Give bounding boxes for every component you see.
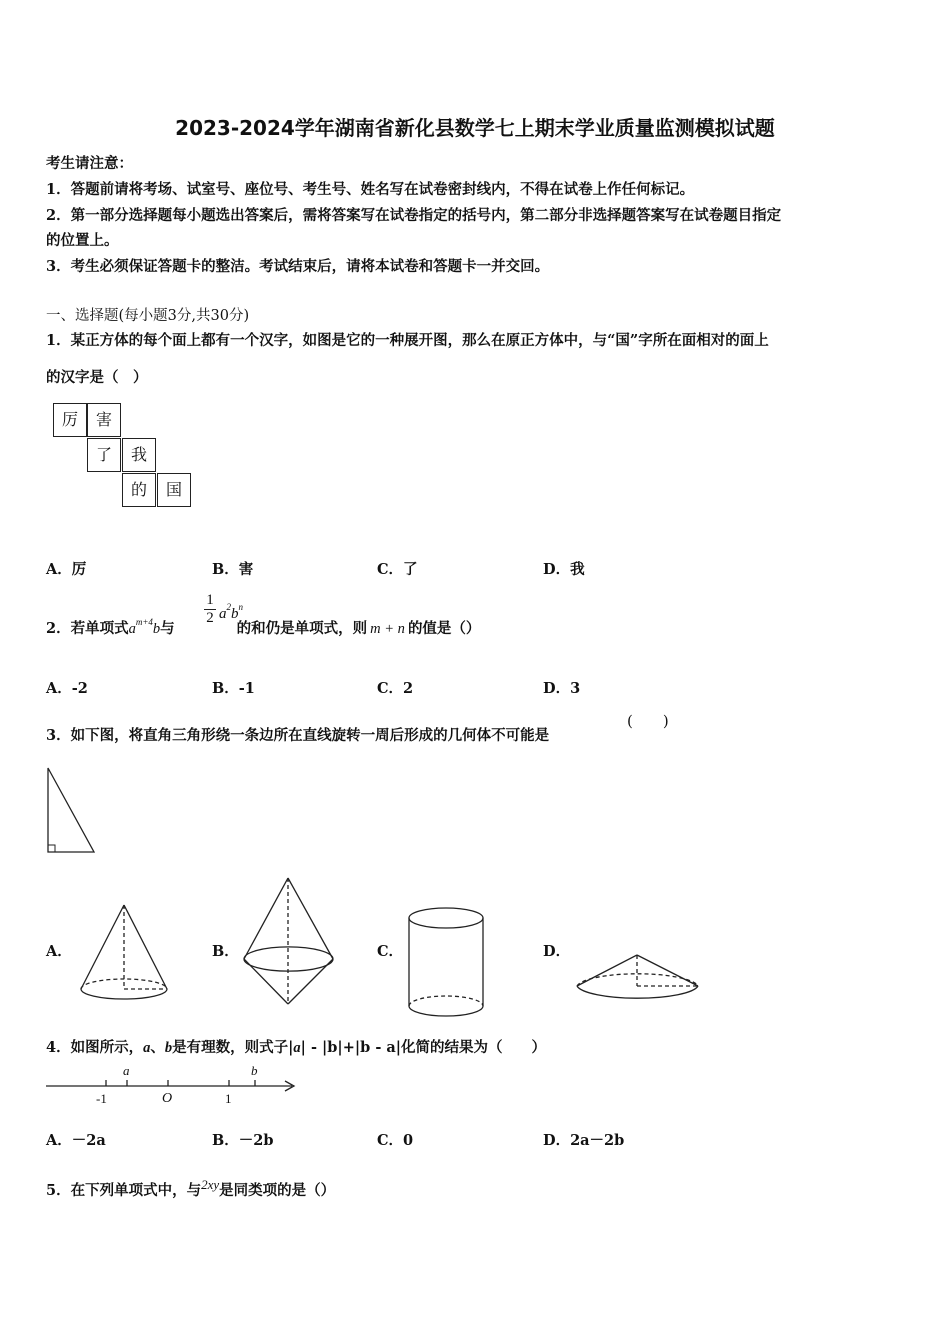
q2-term2-b-exp: n: [238, 602, 243, 612]
q2-option-b[interactable]: B．-1: [212, 680, 255, 697]
label-one: 1: [225, 1091, 232, 1106]
q4-mid: 是有理数，则式子|: [172, 1039, 294, 1056]
q4-prefix: 4．如图所示，: [46, 1039, 144, 1056]
q1-text-cont: 的汉字是（ ）: [46, 369, 148, 386]
q3-text: 3．如下图，将直角三角形绕一条边所在直线旋转一周后形成的几何体不可能是: [46, 727, 550, 744]
label-b: b: [251, 1063, 258, 1078]
net-cell: 国: [157, 473, 191, 507]
q2-expr: m + n: [370, 621, 405, 637]
q1-option-b[interactable]: B．害: [212, 561, 254, 578]
q2-option-d[interactable]: D．3: [543, 680, 581, 697]
q2-frac-num: 1: [206, 592, 214, 608]
q5-suffix: 是同类项的是（）: [219, 1182, 336, 1199]
q4-option-a[interactable]: A．－2a: [46, 1132, 106, 1149]
q2-term2-a-exp: 2: [226, 602, 231, 612]
net-cell: 的: [122, 473, 156, 507]
q4-option-c[interactable]: C．0: [377, 1132, 414, 1149]
q4-var-a-abs: a: [293, 1040, 301, 1056]
q2-suffix1: 的和仍是单项式，则: [236, 620, 368, 637]
q5-text: [46, 1177, 335, 1200]
q3-option-a[interactable]: A．: [46, 943, 72, 960]
net-cell: 害: [87, 403, 121, 437]
q2-term1-base: a: [128, 621, 136, 637]
q4-expr-rest: | - |b|+|b - a|化简的结果为（ ）: [300, 1039, 547, 1056]
q4-sep: 、: [150, 1039, 165, 1056]
q4-option-b[interactable]: B．－2b: [212, 1132, 274, 1149]
q2-suffix2: 的值是（）: [407, 620, 481, 637]
q2-mid: 与: [160, 620, 175, 637]
net-cell: 我: [122, 438, 156, 472]
q5-prefix: 5．在下列单项式中，与: [46, 1182, 202, 1199]
notice-item-2-cont: 的位置上。: [46, 232, 119, 249]
q3-option-d[interactable]: D．: [543, 943, 571, 960]
label-neg1: -1: [96, 1091, 107, 1106]
q2-term1-b: b: [152, 621, 161, 637]
notice-item-1: 1．答题前请将考场、试室号、座位号、考生号、姓名写在试卷密封线内，不得在试卷上作任何标记。: [46, 181, 695, 198]
q3-option-b[interactable]: B．: [212, 943, 239, 960]
q4-var-b: b: [164, 1040, 173, 1056]
q4-option-d[interactable]: D．2a－2b: [543, 1132, 625, 1149]
q2-prefix: 2．若单项式: [46, 620, 129, 637]
q2-option-c[interactable]: C．2: [377, 680, 414, 697]
q5-term: 2xy: [201, 1177, 220, 1192]
q1-text: 1．某正方体的每个面上都有一个汉字，如图是它的一种展开图，那么在原正方体中，与“国”字所在面相对的面上: [46, 332, 769, 349]
label-a: a: [123, 1063, 130, 1078]
q1-option-c[interactable]: C．了: [377, 561, 418, 578]
q2-option-a[interactable]: A．-2: [46, 680, 88, 697]
q1-option-d[interactable]: D．我: [543, 561, 585, 578]
q2-term1-exp: m+4: [135, 617, 153, 627]
section-heading: 一、选择题(每小题3分,共30分): [46, 308, 250, 324]
q4-var-a: a: [143, 1040, 151, 1056]
page-title: 2023-2024学年湖南省新化县数学七上期末学业质量监测模拟试题: [175, 116, 775, 140]
net-cell: 厉: [53, 403, 87, 437]
q3-option-c[interactable]: C．: [377, 943, 404, 960]
q2-frac-den: 2: [206, 610, 214, 626]
notice-item-2: 2．第一部分选择题每小题选出答案后，需将答案写在试卷指定的括号内，第二部分非选择题答案写在试卷题目指定: [46, 207, 782, 224]
q1-option-a[interactable]: A．厉: [46, 561, 87, 578]
q2-term2-a: a: [219, 606, 227, 622]
q2-term2-b: b: [231, 606, 239, 622]
label-origin: O: [162, 1091, 173, 1106]
notice-item-3: 3．考生必须保证答题卡的整洁。考试结束后，请将本试卷和答题卡一并交回。: [46, 258, 550, 275]
net-cell: 了: [87, 438, 121, 472]
q3-paren: ( ): [627, 712, 669, 730]
notice-heading: 考生请注意：: [46, 155, 133, 172]
